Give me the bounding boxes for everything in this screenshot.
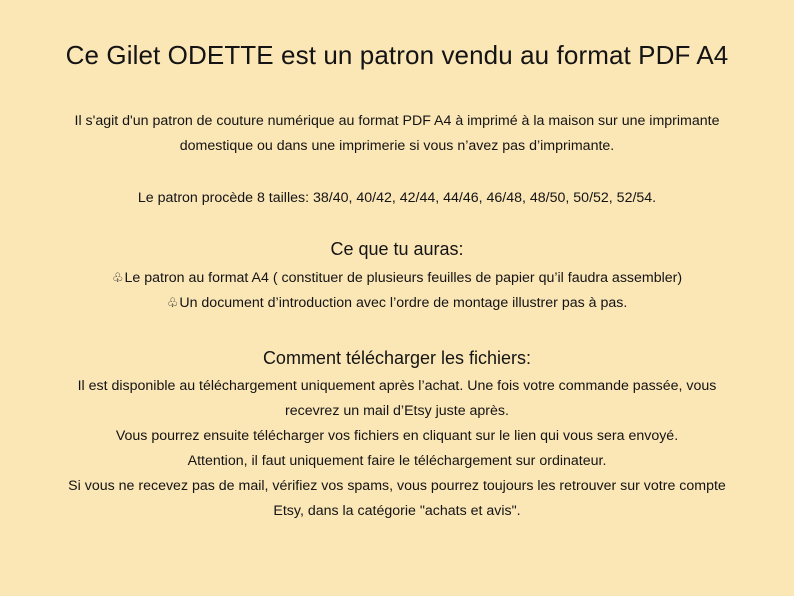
sizes-line: Le patron procède 8 tailles: 38/40, 40/42, 42/44, 44/46, 46/48, 48/50, 50/52, 52/54. [137, 190, 657, 206]
intro-paragraph [10, 109, 784, 159]
clover-icon: ♧ [166, 296, 179, 311]
download-paragraph [10, 374, 784, 524]
list-item [10, 291, 784, 316]
page-title: Ce Gilet ODETTE est un patron vendu au format PDF A4 [65, 40, 729, 70]
list-item-text: Un document d’introduction avec l’ordre de montage illustrer pas à pas. [179, 295, 628, 311]
download-line: Vous pourrez ensuite télécharger vos fichiers en cliquant sur le lien qui vous sera envoyé. [115, 428, 679, 444]
sizes-paragraph [10, 186, 784, 211]
clover-icon: ♧ [111, 271, 124, 286]
included-heading: Ce que tu auras: [330, 239, 464, 259]
download-line: Il est disponible au téléchargement uniquement après l’achat. Une fois votre commande passée, vous [77, 378, 717, 394]
intro-line: Il s'agit d'un patron de couture numérique au format PDF A4 à imprimé à la maison sur une imprimante [74, 113, 720, 129]
intro-line: domestique ou dans une imprimerie si vous n’avez pas d’imprimante. [179, 138, 615, 154]
list-item-text: Le patron au format A4 ( constituer de plusieurs feuilles de papier qu’il faudra assembler) [124, 270, 683, 286]
download-line: recevrez un mail d’Etsy juste après. [285, 403, 509, 419]
download-line: Etsy, dans la catégorie "achats et avis". [273, 503, 521, 519]
download-line: Si vous ne recevez pas de mail, vérifiez vos spams, vous pourrez toujours les retrouver sur votre compte [68, 478, 726, 494]
download-heading: Comment télécharger les fichiers: [262, 348, 532, 368]
download-line: Attention, il faut uniquement faire le téléchargement sur ordinateur. [187, 453, 607, 469]
list-item [10, 266, 784, 291]
included-list [10, 266, 784, 316]
